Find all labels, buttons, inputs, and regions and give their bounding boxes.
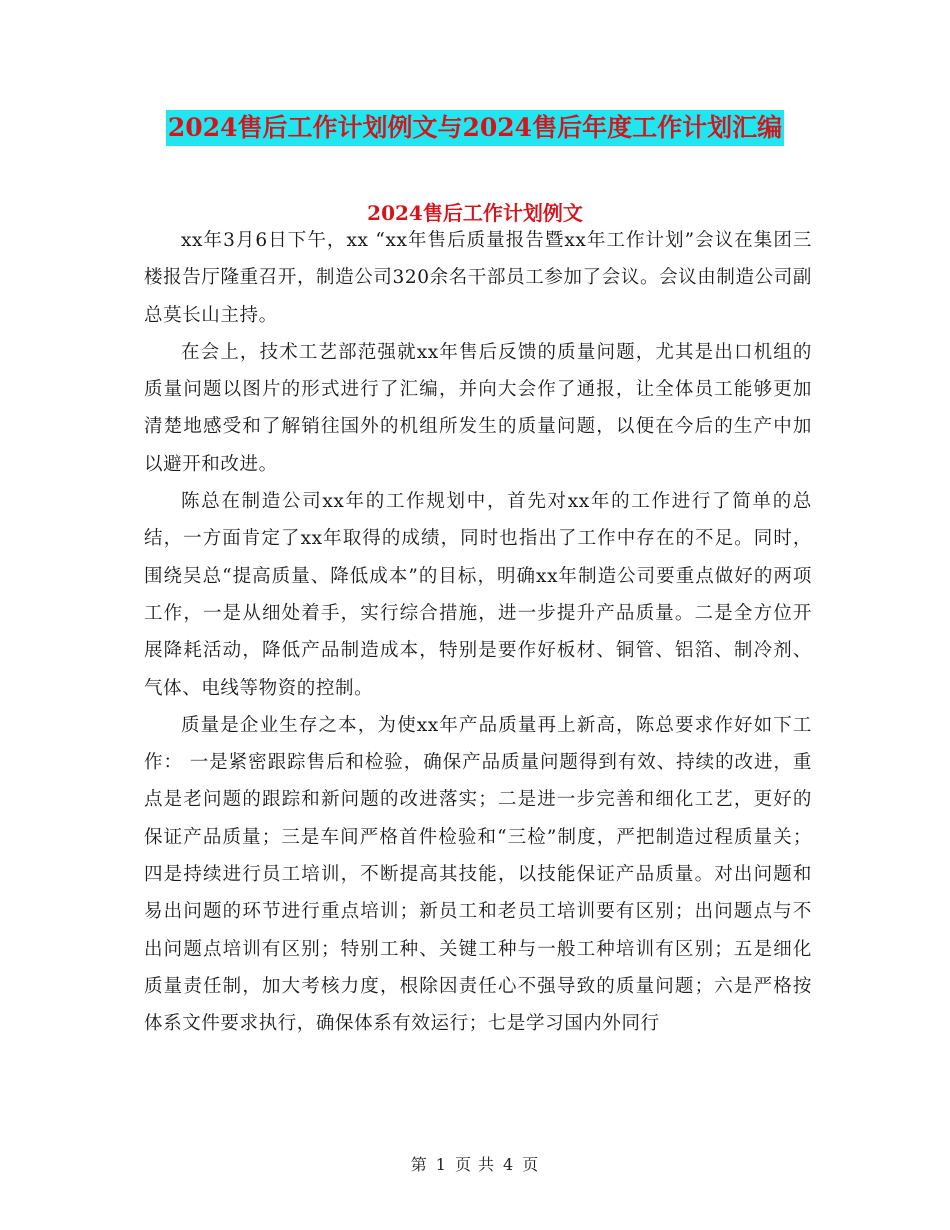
paragraph-1: xx年3月6日下午，xx “xx年售后质量报告暨xx年工作计划”会议在集团三楼报告厅隆重召开，制造公司320余名干部员工参加了会议。会议由制造公司副总莫长山主持。 (144, 230, 812, 326)
document-title-container (0, 110, 950, 146)
footer-prefix: 第 (410, 1155, 428, 1174)
footer-suffix: 页 (522, 1155, 540, 1174)
section-title: 2024售后工作计划例文 (367, 201, 583, 225)
footer-middle: 页 共 (454, 1155, 496, 1174)
paragraph-2: 在会上，技术工艺部范强就xx年售后反馈的质量问题，尤其是出口机组的质量问题以图片的形式进行了汇编，并向大会作了通报，让全体员工能够更加清楚地感受和了解销往国外的机组所发生的质量问题，以便在今后的生产中加以避开和改进。 (144, 341, 812, 475)
footer-page-number: 1 (435, 1155, 447, 1174)
footer-total-pages: 4 (503, 1155, 515, 1174)
document-body (144, 222, 812, 1043)
paragraph-3: 陈总在制造公司xx年的工作规划中，首先对xx年的工作进行了简单的总结，一方面肯定了xx年取得的成绩，同时也指出了工作中存在的不足。同时，围绕吴总“提高质量、降低成本”的目标，明确xx年制造公司要重点做好的两项工作，一是从细处着手，实行综合措施，进一步提升产品质量。二是全方位开展降耗活动，降低产品制造成本，特别是要作好板材、铜管、铝箔、制冷剂、气体、电线等物资的控制。 (144, 491, 812, 699)
document-title: 2024售后工作计划例文与2024售后年度工作计划汇编 (166, 110, 784, 146)
paragraph-4: 质量是企业生存之本，为使xx年产品质量再上新高，陈总要求作好如下工作： 一是紧密跟踪售后和检验，确保产品质量问题得到有效、持续的改进，重点是老问题的跟踪和新问题的改进落实；二是进一步完善和细化工艺，更好的保证产品质量；三是车间严格首件检验和“三检”制度，严把制造过程质量关；四是持续进行员工培训，不断提高其技能，以技能保证产品质量。对出问题和易出问题的环节进行重点培训；新员工和老员工培训要有区别；出问题点与不出问题点培训有区别；特别工种、关键工种与一般工种培训有区别；五是细化质量责任制，加大考核力度，根除因责任心不强导致的质量问题；六是严格按体系文件要求执行，确保体系有效运行；七是学习国内外同行 (144, 714, 812, 1035)
page-footer (0, 1153, 950, 1177)
